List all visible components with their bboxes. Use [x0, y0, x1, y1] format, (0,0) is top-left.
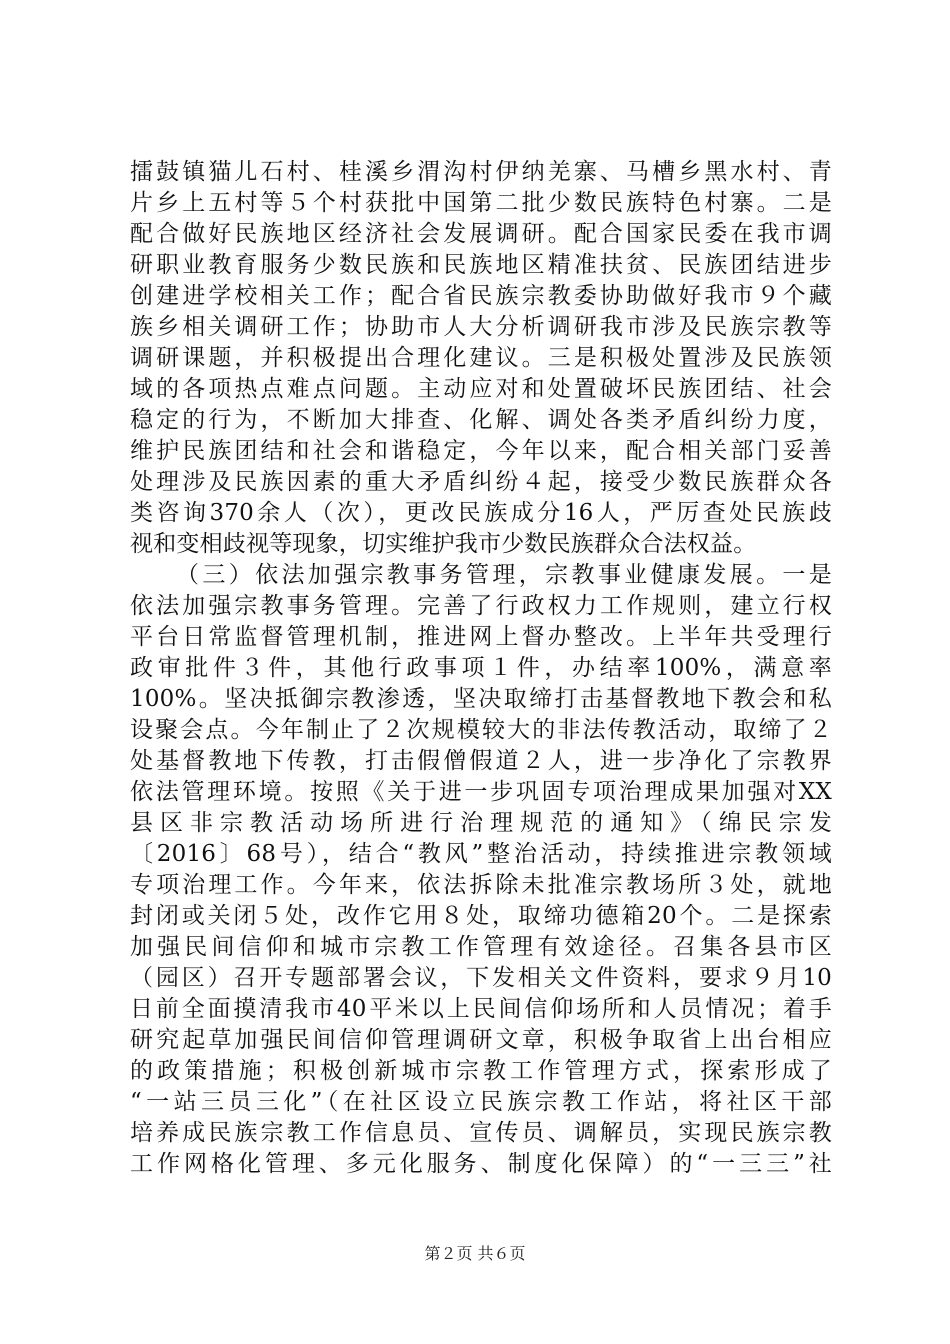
text-line: 的政策措施；积极创新城市宗教工作管理方式，探索形成了: [130, 1058, 832, 1084]
paragraph-end-line: 视和变相歧视等现象，切实维护我市少数民族群众合法权益。: [130, 531, 757, 557]
text-line: 依法管理环境。按照《关于进一步巩固专项治理成果加强对XX: [130, 779, 832, 805]
text-line: 片乡上五村等５个村获批中国第二批少数民族特色村寨。二是: [130, 190, 832, 216]
text-line: 日前全面摸清我市40平米以上民间信仰场所和人员情况；着手: [130, 996, 832, 1022]
text-line: 研职业教育服务少数民族和民族地区精准扶贫、民族团结进步: [130, 252, 832, 278]
text-line: 工作网格化管理、多元化服务、制度化保障）的“一三三”社: [130, 1151, 832, 1177]
text-line: 族乡相关调研工作；协助市人大分析调研我市涉及民族宗教等: [130, 314, 832, 340]
text-line: 稳定的行为，不断加大排查、化解、调处各类矛盾纠纷力度，: [130, 407, 832, 433]
text-line: （园区）召开专题部署会议，下发相关文件资料，要求９月10: [130, 965, 832, 991]
text-line: 处理涉及民族因素的重大矛盾纠纷４起，接受少数民族群众各: [130, 469, 832, 495]
text-line: 域的各项热点难点问题。主动应对和处置破坏民族团结、社会: [130, 376, 832, 402]
text-line: 设聚会点。今年制止了２次规模较大的非法传教活动，取缔了２: [130, 717, 832, 743]
text-line: 类咨询370余人（次），更改民族成分16人，严厉查处民族歧: [130, 500, 832, 526]
document-body: [130, 157, 832, 1180]
text-line: 维护民族团结和社会和谐稳定，今年以来，配合相关部门妥善: [130, 438, 832, 464]
text-line: 处基督教地下传教，打击假僧假道２人，进一步净化了宗教界: [130, 748, 832, 774]
text-line: 封闭或关闭５处，改作它用８处，取缔功德箱20个。二是探索: [130, 903, 832, 929]
text-line: 加强民间信仰和城市宗教工作管理有效途径。召集各县市区: [130, 934, 832, 960]
text-line: 培养成民族宗教工作信息员、宣传员、调解员，实现民族宗教: [130, 1120, 832, 1146]
text-line: 研究起草加强民间信仰管理调研文章，积极争取省上出台相应: [130, 1027, 832, 1053]
text-line: 依法加强宗教事务管理。完善了行政权力工作规则，建立行权: [130, 593, 832, 619]
text-line: 政审批件３件，其他行政事项１件，办结率100%，满意率: [130, 655, 832, 681]
text-line: 调研课题，并积极提出合理化建议。三是积极处置涉及民族领: [130, 345, 832, 371]
text-line: 配合做好民族地区经济社会发展调研。配合国家民委在我市调: [130, 221, 832, 247]
section-heading-line: （三）依法加强宗教事务管理，宗教事业健康发展。一是: [176, 562, 832, 588]
text-line: 县区非宗教活动场所进行治理规范的通知》（绵民宗发: [130, 810, 832, 836]
text-line: 平台日常监督管理机制，推进网上督办整改。上半年共受理行: [130, 624, 832, 650]
text-line: “一站三员三化”（在社区设立民族宗教工作站，将社区干部: [130, 1089, 832, 1115]
text-line: 擂鼓镇猫儿石村、桂溪乡渭沟村伊纳羌寨、马槽乡黑水村、青: [130, 159, 832, 185]
text-line: 创建进学校相关工作；配合省民族宗教委协助做好我市９个藏: [130, 283, 832, 309]
text-line: 〔2016〕68号），结合“教风”整治活动，持续推进宗教领域: [130, 841, 832, 867]
text-line: 100%。坚决抵御宗教渗透，坚决取缔打击基督教地下教会和私: [130, 686, 832, 712]
page-number-footer: 第２页 共６页: [424, 1244, 526, 1263]
text-line: 专项治理工作。今年来，依法拆除未批准宗教场所３处，就地: [130, 872, 832, 898]
